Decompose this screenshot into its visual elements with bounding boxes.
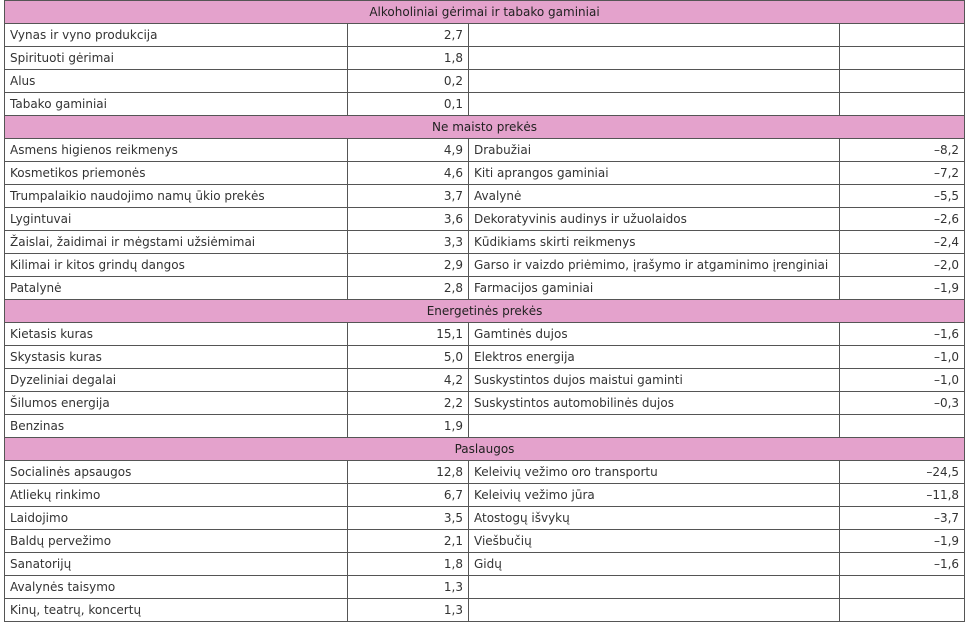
- table-row: [5, 484, 965, 507]
- table-row: [5, 47, 965, 70]
- section-title: Alkoholiniai gėrimai ir tabako gaminiai: [5, 1, 965, 24]
- right-item-label: [469, 599, 840, 622]
- right-item-label: Keleivių vežimo oro transportu: [469, 461, 840, 484]
- right-item-value: [840, 47, 965, 70]
- right-item-value: –1,0: [840, 369, 965, 392]
- table-row: [5, 323, 965, 346]
- section-title: Ne maisto prekės: [5, 116, 965, 139]
- left-item-value: 1,3: [348, 576, 469, 599]
- table-row: [5, 530, 965, 553]
- right-item-value: –1,9: [840, 530, 965, 553]
- section-header-row: [5, 438, 965, 461]
- price-change-table: [4, 0, 965, 622]
- left-item-value: 2,1: [348, 530, 469, 553]
- table-row: [5, 185, 965, 208]
- left-item-label: Baldų pervežimo: [5, 530, 348, 553]
- left-item-label: Asmens higienos reikmenys: [5, 139, 348, 162]
- right-item-label: Farmacijos gaminiai: [469, 277, 840, 300]
- right-item-value: –1,9: [840, 277, 965, 300]
- left-item-label: Trumpalaikio naudojimo namų ūkio prekės: [5, 185, 348, 208]
- left-item-value: 4,9: [348, 139, 469, 162]
- right-item-value: –5,5: [840, 185, 965, 208]
- left-item-value: 0,2: [348, 70, 469, 93]
- right-item-label: [469, 70, 840, 93]
- left-item-label: Laidojimo: [5, 507, 348, 530]
- left-item-label: Šilumos energija: [5, 392, 348, 415]
- right-item-label: Gidų: [469, 553, 840, 576]
- right-item-label: Elektros energija: [469, 346, 840, 369]
- left-item-value: 2,9: [348, 254, 469, 277]
- left-item-label: Kinų, teatrų, koncertų: [5, 599, 348, 622]
- right-item-value: –1,0: [840, 346, 965, 369]
- table-row: [5, 70, 965, 93]
- right-item-label: Avalynė: [469, 185, 840, 208]
- left-item-label: Kietasis kuras: [5, 323, 348, 346]
- right-item-label: [469, 47, 840, 70]
- right-item-label: Dekoratyvinis audinys ir užuolaidos: [469, 208, 840, 231]
- table-row: [5, 277, 965, 300]
- section-title: Energetinės prekės: [5, 300, 965, 323]
- left-item-value: 6,7: [348, 484, 469, 507]
- left-item-value: 0,1: [348, 93, 469, 116]
- left-item-label: Avalynės taisymo: [5, 576, 348, 599]
- right-item-value: –24,5: [840, 461, 965, 484]
- section-title: Paslaugos: [5, 438, 965, 461]
- table-row: [5, 93, 965, 116]
- left-item-value: 2,7: [348, 24, 469, 47]
- right-item-value: –1,6: [840, 323, 965, 346]
- left-item-label: Lygintuvai: [5, 208, 348, 231]
- left-item-value: 3,6: [348, 208, 469, 231]
- left-item-value: 3,7: [348, 185, 469, 208]
- left-item-value: 5,0: [348, 346, 469, 369]
- right-item-label: Keleivių vežimo jūra: [469, 484, 840, 507]
- right-item-label: Drabužiai: [469, 139, 840, 162]
- left-item-value: 2,8: [348, 277, 469, 300]
- section-header-row: [5, 1, 965, 24]
- table-row: [5, 139, 965, 162]
- section-header-row: [5, 116, 965, 139]
- right-item-value: –2,0: [840, 254, 965, 277]
- right-item-label: Suskystintos dujos maistui gaminti: [469, 369, 840, 392]
- right-item-label: [469, 415, 840, 438]
- left-item-value: 15,1: [348, 323, 469, 346]
- right-item-value: [840, 599, 965, 622]
- left-item-label: Kilimai ir kitos grindų dangos: [5, 254, 348, 277]
- right-item-label: [469, 93, 840, 116]
- table-row: [5, 507, 965, 530]
- table-row: [5, 231, 965, 254]
- table-row: [5, 254, 965, 277]
- left-item-value: 1,3: [348, 599, 469, 622]
- left-item-value: 4,2: [348, 369, 469, 392]
- left-item-value: 4,6: [348, 162, 469, 185]
- left-item-value: 1,8: [348, 553, 469, 576]
- right-item-value: –8,2: [840, 139, 965, 162]
- right-item-value: –2,6: [840, 208, 965, 231]
- table-row: [5, 392, 965, 415]
- table-row: [5, 461, 965, 484]
- left-item-label: Spirituoti gėrimai: [5, 47, 348, 70]
- section-header-row: [5, 300, 965, 323]
- right-item-label: Viešbučių: [469, 530, 840, 553]
- right-item-value: –3,7: [840, 507, 965, 530]
- table-row: [5, 369, 965, 392]
- left-item-label: Dyzeliniai degalai: [5, 369, 348, 392]
- table-row: [5, 553, 965, 576]
- table-body: [5, 1, 965, 622]
- table-row: [5, 346, 965, 369]
- right-item-label: [469, 576, 840, 599]
- left-item-label: Atliekų rinkimo: [5, 484, 348, 507]
- table-row: [5, 576, 965, 599]
- left-item-label: Vynas ir vyno produkcija: [5, 24, 348, 47]
- right-item-label: [469, 24, 840, 47]
- table-row: [5, 162, 965, 185]
- right-item-label: Kūdikiams skirti reikmenys: [469, 231, 840, 254]
- left-item-value: 3,5: [348, 507, 469, 530]
- left-item-label: Patalynė: [5, 277, 348, 300]
- table-row: [5, 208, 965, 231]
- right-item-label: Suskystintos automobilinės dujos: [469, 392, 840, 415]
- table-row: [5, 599, 965, 622]
- left-item-label: Kosmetikos priemonės: [5, 162, 348, 185]
- right-item-value: –0,3: [840, 392, 965, 415]
- left-item-value: 3,3: [348, 231, 469, 254]
- left-item-value: 1,9: [348, 415, 469, 438]
- left-item-value: 2,2: [348, 392, 469, 415]
- left-item-value: 12,8: [348, 461, 469, 484]
- right-item-value: [840, 70, 965, 93]
- right-item-value: [840, 415, 965, 438]
- right-item-label: Garso ir vaizdo priėmimo, įrašymo ir atgaminimo įrenginiai: [469, 254, 840, 277]
- right-item-label: Atostogų išvykų: [469, 507, 840, 530]
- right-item-value: [840, 576, 965, 599]
- left-item-label: Alus: [5, 70, 348, 93]
- right-item-value: [840, 24, 965, 47]
- table-row: [5, 415, 965, 438]
- right-item-value: –2,4: [840, 231, 965, 254]
- left-item-label: Benzinas: [5, 415, 348, 438]
- left-item-label: Socialinės apsaugos: [5, 461, 348, 484]
- right-item-value: [840, 93, 965, 116]
- right-item-value: –7,2: [840, 162, 965, 185]
- left-item-label: Skystasis kuras: [5, 346, 348, 369]
- right-item-label: Gamtinės dujos: [469, 323, 840, 346]
- right-item-label: Kiti aprangos gaminiai: [469, 162, 840, 185]
- right-item-value: –1,6: [840, 553, 965, 576]
- left-item-value: 1,8: [348, 47, 469, 70]
- table-row: [5, 24, 965, 47]
- left-item-label: Sanatorijų: [5, 553, 348, 576]
- left-item-label: Tabako gaminiai: [5, 93, 348, 116]
- left-item-label: Žaislai, žaidimai ir mėgstami užsiėmimai: [5, 231, 348, 254]
- right-item-value: –11,8: [840, 484, 965, 507]
